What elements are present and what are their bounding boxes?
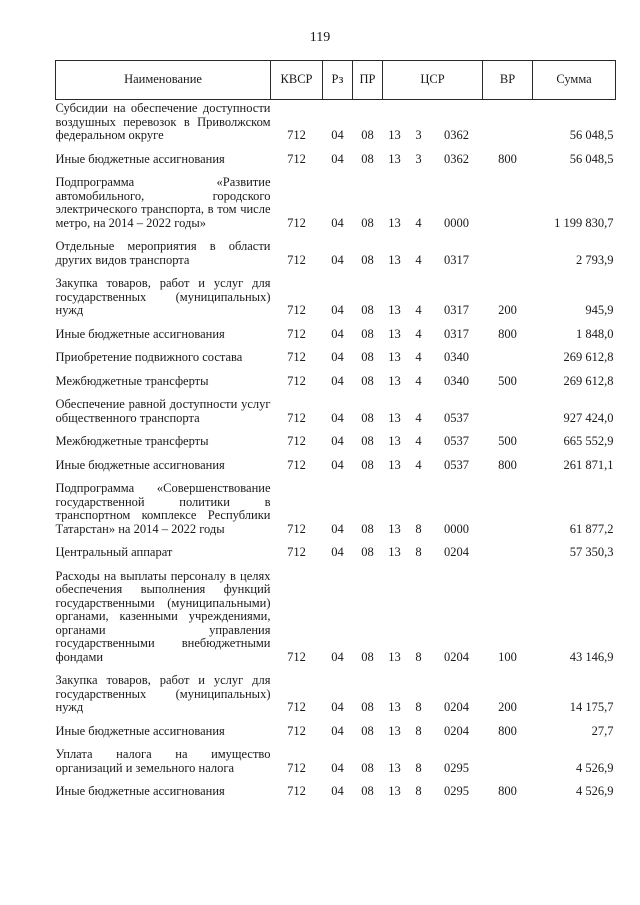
row-csr-subprogram-cell: 8 [415,723,422,738]
row-vr-cell: 800 [498,457,517,472]
row-csr-code-cell: 0362 [444,128,469,142]
table-row [56,396,616,425]
row-kvsr-cell: 712 [287,151,306,166]
row-rz-cell: 04 [331,760,344,775]
row-name-cell: Межбюджетные трансферты [55,434,209,448]
row-csr-program-cell: 13 [388,215,401,230]
row-csr-code-cell: 0000 [444,521,469,536]
row-kvsr-cell: 712 [287,434,306,448]
row-spacer-cell [56,775,616,783]
row-sum-cell: 261 871,1 [563,457,614,472]
row-csr-program-cell: 13 [388,128,401,142]
row-kvsr-cell: 712 [287,350,306,364]
row-csr-program-cell: 13 [388,151,401,166]
row-csr-code-cell: 0537 [444,410,469,425]
row-vr-cell: 800 [498,723,517,738]
table-row [56,238,616,267]
row-csr-subprogram-cell: 8 [415,545,422,559]
row-pr-cell: 08 [361,303,374,317]
row-sum-cell: 4 526,9 [576,784,614,798]
row-name-cell: Иные бюджетные ассигнования [55,723,225,738]
table-body [56,100,616,799]
row-pr-cell: 08 [361,350,374,364]
row-pr-cell: 08 [361,215,374,230]
row-name-cell: Расходы на выплаты персоналу в целях обеспечения выполнения функций государственными (муниципальными) органами, казенными учреждениями, органами управления государственными внебюджетными фондами [55,568,271,664]
table-row [56,544,616,560]
row-sum-cell: 56 048,5 [569,128,614,142]
row-sum-cell: 927 424,0 [563,410,614,425]
row-spacer-cell [56,536,616,544]
row-spacer [56,230,616,238]
row-name-cell: Иные бюджетные ассигнования [55,457,225,472]
row-csr-program-cell: 13 [388,723,401,738]
row-spacer-cell [56,560,616,568]
row-csr-code-cell: 0204 [444,545,469,559]
row-sum-cell: 27,7 [591,723,614,738]
table-row [56,783,616,799]
row-csr-subprogram-cell: 4 [415,252,422,267]
row-rz-cell: 04 [331,434,344,448]
row-rz-cell: 04 [331,457,344,472]
row-pr-cell: 08 [361,521,374,536]
row-pr-cell: 08 [361,457,374,472]
page-number: 119 [309,30,331,45]
row-sum-cell: 61 877,2 [569,521,614,536]
row-csr-subprogram-cell: 3 [415,151,422,166]
row-vr-cell [483,480,533,536]
row-csr-code-cell: 0537 [444,434,469,448]
row-rz-cell: 04 [331,350,344,364]
table-header [56,61,616,100]
header-vr: ВР [483,61,533,100]
row-csr-code-cell: 0317 [444,252,469,267]
row-name-cell: Межбюджетные трансферты [55,373,209,388]
header-rz: Рз [323,61,353,100]
row-csr-code-cell: 0317 [444,326,469,341]
row-csr-subprogram-cell: 8 [415,760,422,775]
row-spacer [56,472,616,480]
row-csr-code-cell: 0204 [444,723,469,738]
row-spacer [56,664,616,672]
row-sum-cell: 1 199 830,7 [554,215,614,230]
table-row [56,480,616,536]
row-csr-program-cell: 13 [388,700,401,714]
table-row [56,433,616,449]
row-name-cell: Иные бюджетные ассигнования [55,151,225,166]
row-spacer-cell [56,715,616,723]
row-csr-code-cell: 0204 [444,649,469,664]
row-kvsr-cell: 712 [287,128,306,142]
header-sum: Сумма [533,61,616,100]
table-row [56,326,616,342]
row-vr-cell [483,238,533,267]
row-vr-cell [483,100,533,143]
row-csr-subprogram-cell: 4 [415,303,422,317]
row-kvsr-cell: 712 [287,723,306,738]
row-pr-cell: 08 [361,151,374,166]
row-spacer [56,143,616,151]
row-spacer-cell [56,472,616,480]
row-csr-subprogram-cell: 4 [415,373,422,388]
row-vr-cell: 800 [498,326,517,341]
row-spacer-cell [56,388,616,396]
row-name-cell: Иные бюджетные ассигнования [55,784,225,798]
row-kvsr-cell: 712 [287,700,306,714]
row-csr-code-cell: 0340 [444,350,469,364]
row-sum-cell: 1 848,0 [576,326,614,341]
row-rz-cell: 04 [331,545,344,559]
row-vr-cell: 100 [498,649,517,664]
row-csr-code-cell: 0295 [444,760,469,775]
row-csr-subprogram-cell: 4 [415,326,422,341]
row-spacer [56,166,616,174]
row-sum-cell: 43 146,9 [569,649,614,664]
row-rz-cell: 04 [331,784,344,798]
row-csr-program-cell: 13 [388,649,401,664]
row-kvsr-cell: 712 [287,457,306,472]
row-spacer [56,738,616,746]
table-row [56,672,616,715]
row-spacer [56,388,616,396]
row-kvsr-cell: 712 [287,303,306,317]
row-pr-cell: 08 [361,373,374,388]
row-csr-subprogram-cell: 8 [415,521,422,536]
row-csr-subprogram-cell: 8 [415,784,422,798]
row-rz-cell: 04 [331,649,344,664]
row-sum-cell: 2 793,9 [576,252,614,267]
row-pr-cell: 08 [361,545,374,559]
row-sum-cell: 665 552,9 [563,434,614,448]
row-rz-cell: 04 [331,252,344,267]
row-name-cell: Закупка товаров, работ и услуг для государственных (муниципальных) нужд [55,276,271,317]
row-kvsr-cell: 712 [287,784,306,798]
row-csr-program-cell: 13 [388,410,401,425]
row-sum-cell: 269 612,8 [563,350,614,364]
row-kvsr-cell: 712 [287,545,306,559]
header-csr: ЦСР [383,61,483,100]
row-vr-cell [483,349,533,365]
row-name-cell: Центральный аппарат [55,545,173,559]
row-kvsr-cell: 712 [287,326,306,341]
row-csr-code-cell: 0317 [444,303,469,317]
row-pr-cell: 08 [361,410,374,425]
row-csr-code-cell: 0295 [444,784,469,798]
row-spacer-cell [56,166,616,174]
row-kvsr-cell: 712 [287,252,306,267]
row-sum-cell: 57 350,3 [569,545,614,559]
row-sum-cell: 945,9 [585,303,614,317]
row-spacer-cell [56,425,616,433]
row-vr-cell [483,174,533,230]
row-kvsr-cell: 712 [287,215,306,230]
row-spacer [56,715,616,723]
row-sum-cell: 56 048,5 [569,151,614,166]
row-spacer [56,365,616,373]
row-kvsr-cell: 712 [287,410,306,425]
row-pr-cell: 08 [361,700,374,714]
row-sum-cell: 269 612,8 [563,373,614,388]
row-name-cell: Приобретение подвижного состава [55,350,243,364]
row-csr-code-cell: 0537 [444,457,469,472]
row-csr-program-cell: 13 [388,434,401,448]
row-csr-subprogram-cell: 8 [415,649,422,664]
row-vr-cell [483,746,533,775]
row-csr-subprogram-cell: 4 [415,350,422,364]
row-pr-cell: 08 [361,326,374,341]
row-name-cell: Подпрограмма «Совершенствование государственной политики в транспортном комплексе Республики Татарстан» на 2014 – 2022 годы [55,481,271,536]
row-spacer [56,775,616,783]
row-rz-cell: 04 [331,215,344,230]
row-csr-program-cell: 13 [388,373,401,388]
row-csr-subprogram-cell: 4 [415,457,422,472]
row-csr-code-cell: 0000 [444,215,469,230]
row-vr-cell: 800 [498,151,517,166]
row-name-cell: Иные бюджетные ассигнования [55,326,225,341]
row-csr-program-cell: 13 [388,760,401,775]
row-rz-cell: 04 [331,128,344,142]
row-name-cell: Обеспечение равной доступности услуг общественного транспорта [55,397,271,425]
row-sum-cell: 4 526,9 [576,760,614,775]
row-kvsr-cell: 712 [287,521,306,536]
row-spacer [56,318,616,326]
row-pr-cell: 08 [361,434,374,448]
row-csr-subprogram-cell: 3 [415,128,422,142]
row-vr-cell: 200 [498,303,517,317]
row-pr-cell: 08 [361,723,374,738]
table-row [56,723,616,739]
row-csr-program-cell: 13 [388,350,401,364]
row-pr-cell: 08 [361,649,374,664]
row-vr-cell: 500 [498,434,517,448]
row-pr-cell: 08 [361,252,374,267]
row-csr-program-cell: 13 [388,545,401,559]
row-spacer-cell [56,341,616,349]
row-spacer-cell [56,664,616,672]
table-row [56,151,616,167]
row-spacer [56,341,616,349]
row-name-cell: Уплата налога на имущество организаций и земельного налога [55,747,271,775]
row-csr-program-cell: 13 [388,784,401,798]
row-csr-code-cell: 0362 [444,151,469,166]
table-row [56,349,616,365]
row-csr-subprogram-cell: 8 [415,700,422,714]
header-pr: ПР [353,61,383,100]
row-kvsr-cell: 712 [287,373,306,388]
row-pr-cell: 08 [361,128,374,142]
header-kvsr: КВСР [271,61,323,100]
row-kvsr-cell: 712 [287,760,306,775]
row-spacer [56,425,616,433]
row-rz-cell: 04 [331,151,344,166]
row-csr-code-cell: 0340 [444,373,469,388]
row-spacer-cell [56,230,616,238]
row-name-cell: Подпрограмма «Развитие автомобильного, городского электрического транспорта, в том числе метро, на 2014 – 2022 годы» [55,175,271,230]
row-rz-cell: 04 [331,521,344,536]
row-sum-cell: 14 175,7 [569,700,614,714]
table-row [56,568,616,665]
row-vr-cell [483,396,533,425]
row-csr-subprogram-cell: 4 [415,434,422,448]
row-spacer-cell [56,365,616,373]
row-spacer-cell [56,449,616,457]
row-name-cell: Отдельные мероприятия в области других видов транспорта [55,239,271,267]
row-rz-cell: 04 [331,723,344,738]
table-row [56,457,616,473]
row-spacer-cell [56,267,616,275]
row-spacer [56,536,616,544]
budget-table [55,60,616,799]
row-csr-program-cell: 13 [388,521,401,536]
row-vr-cell [483,544,533,560]
row-rz-cell: 04 [331,373,344,388]
row-spacer [56,560,616,568]
row-spacer [56,449,616,457]
row-spacer-cell [56,143,616,151]
header-name: Наименование [56,61,271,100]
row-rz-cell: 04 [331,700,344,714]
row-vr-cell: 800 [498,784,517,798]
row-csr-program-cell: 13 [388,303,401,317]
row-csr-code-cell: 0204 [444,700,469,714]
row-name-cell: Субсидии на обеспечение доступности воздушных перевозок в Приволжском федеральном округе [55,101,271,142]
row-name-cell: Закупка товаров, работ и услуг для государственных (муниципальных) нужд [55,673,271,714]
table-row [56,100,616,143]
row-csr-program-cell: 13 [388,326,401,341]
row-csr-program-cell: 13 [388,252,401,267]
table-row [56,746,616,775]
row-pr-cell: 08 [361,760,374,775]
row-kvsr-cell: 712 [287,649,306,664]
row-spacer [56,267,616,275]
table-row [56,373,616,389]
row-vr-cell: 200 [498,700,517,714]
row-csr-subprogram-cell: 4 [415,215,422,230]
row-rz-cell: 04 [331,303,344,317]
table-row [56,174,616,230]
table-row [56,275,616,318]
row-csr-subprogram-cell: 4 [415,410,422,425]
row-rz-cell: 04 [331,326,344,341]
row-vr-cell: 500 [498,373,517,388]
row-rz-cell: 04 [331,410,344,425]
row-spacer-cell [56,738,616,746]
row-csr-program-cell: 13 [388,457,401,472]
row-spacer-cell [56,318,616,326]
row-pr-cell: 08 [361,784,374,798]
